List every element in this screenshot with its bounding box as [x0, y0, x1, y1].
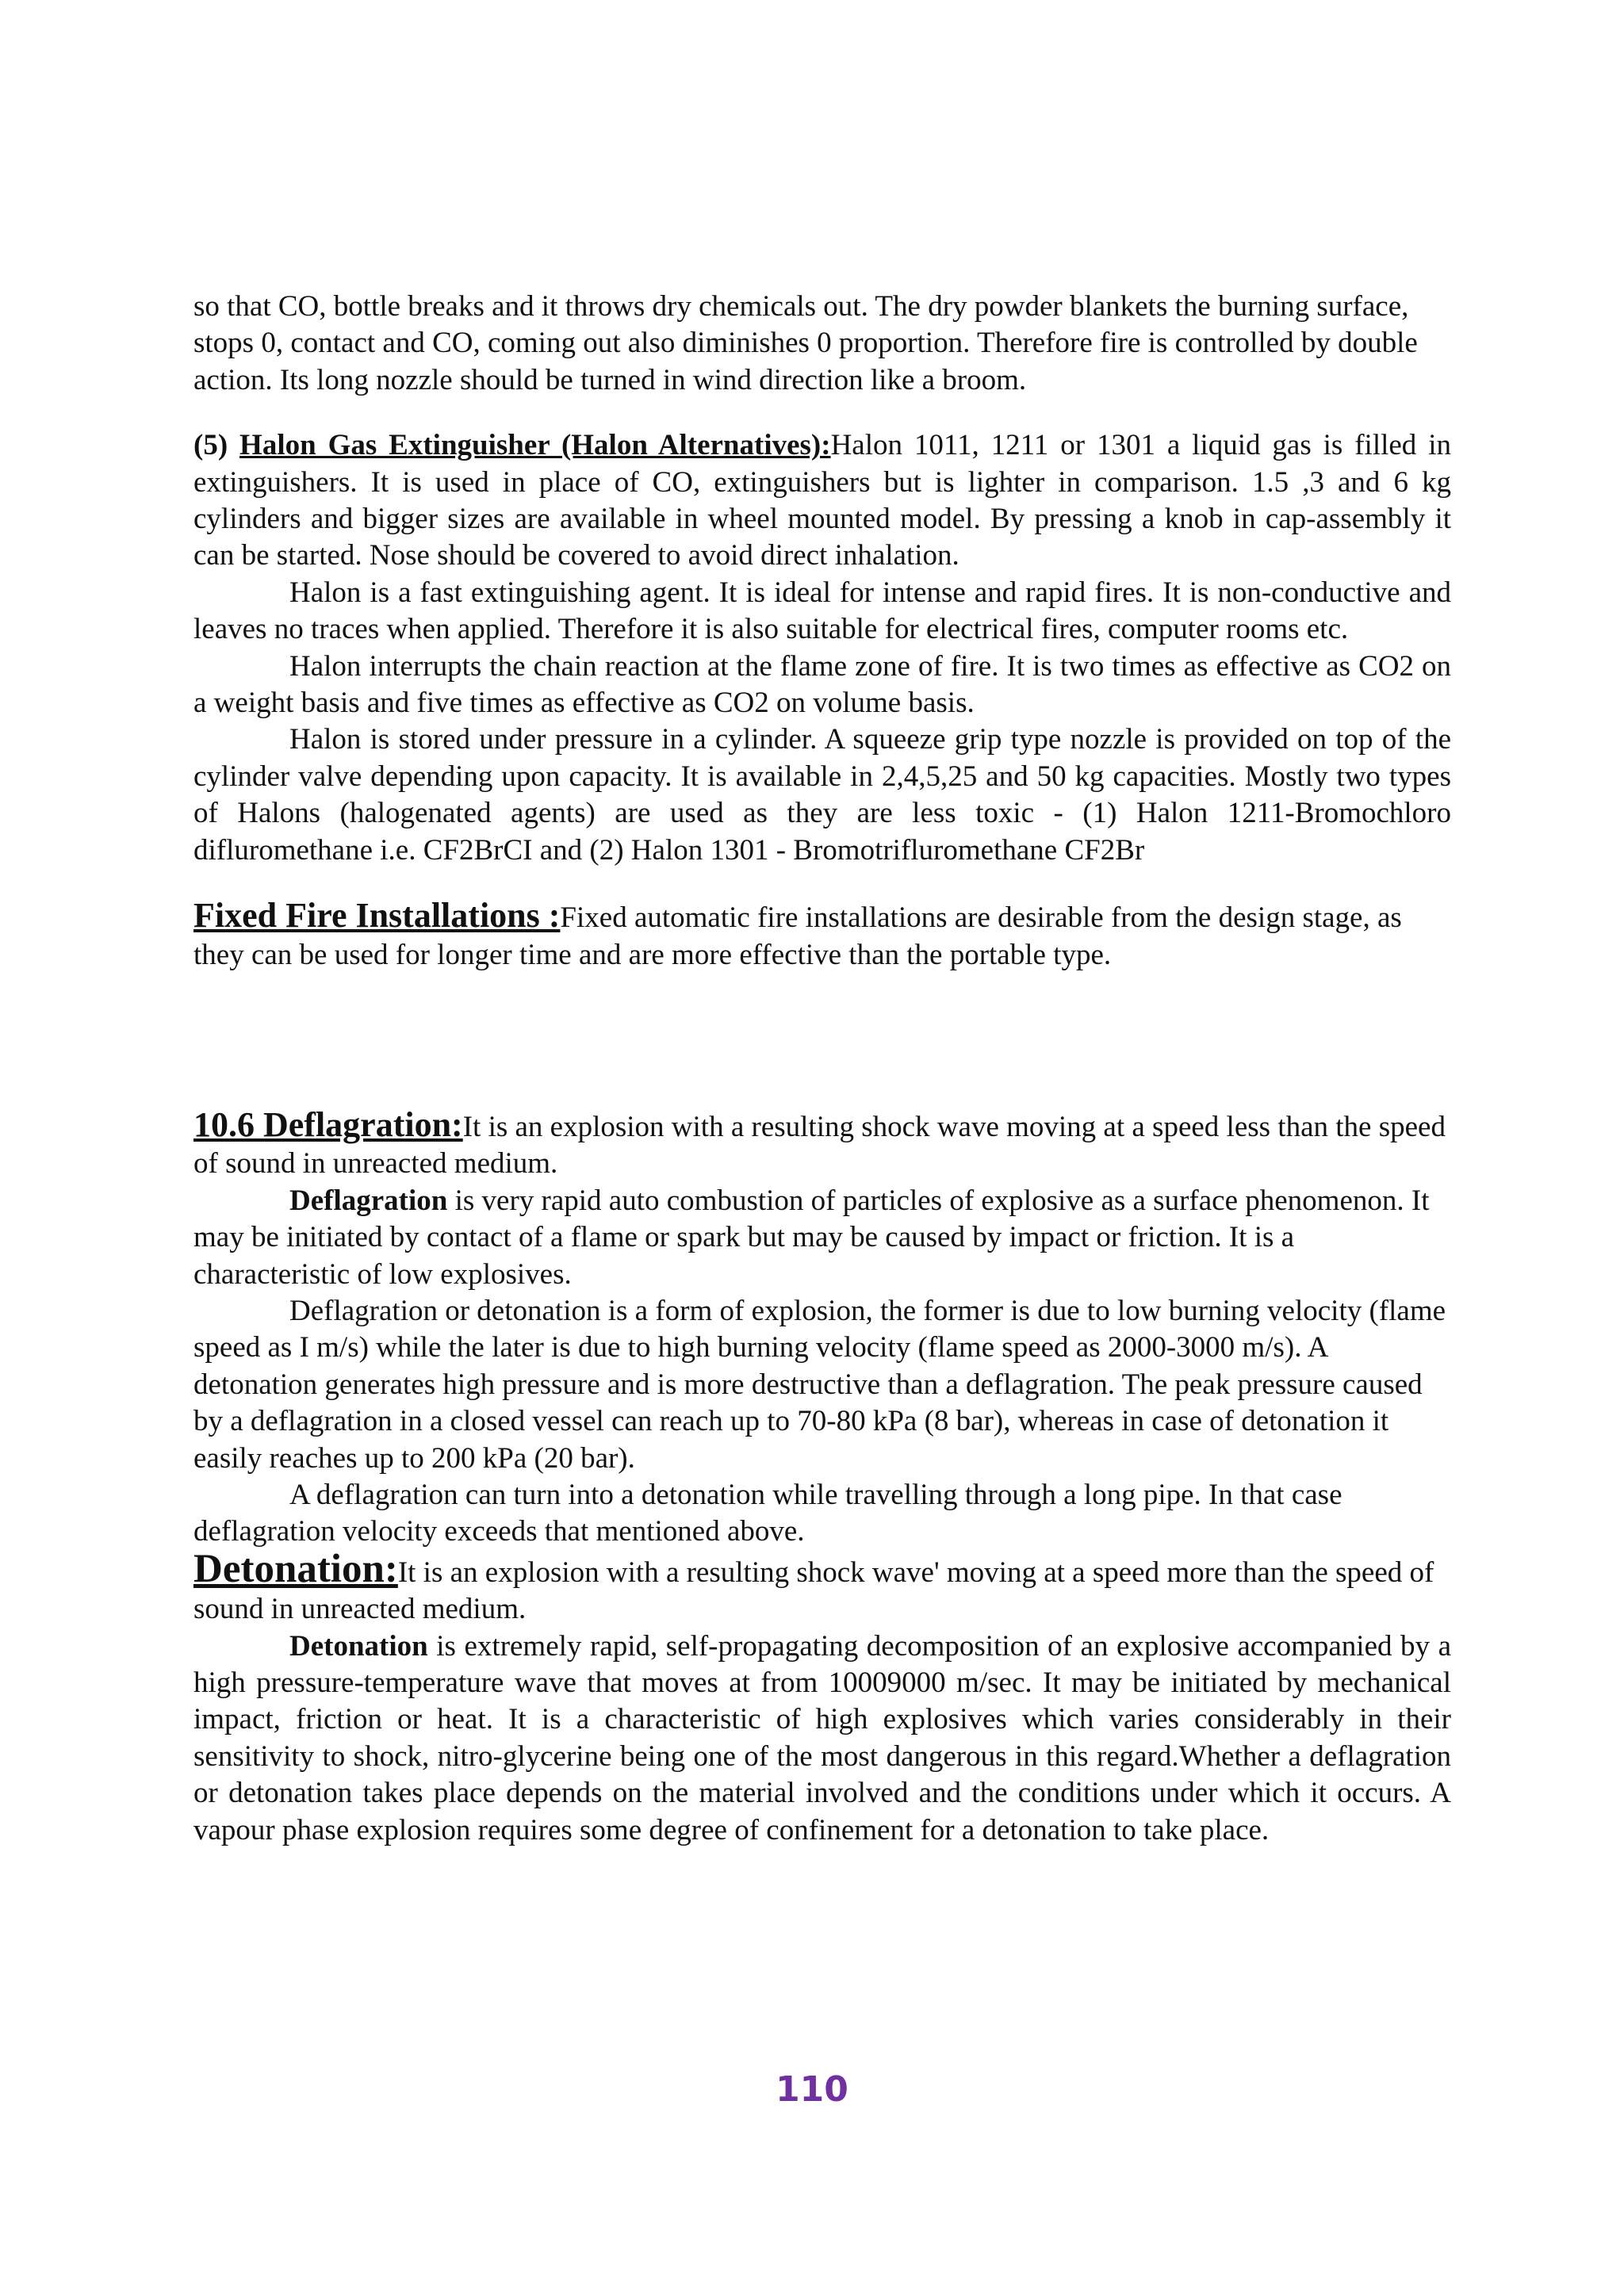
detonation-heading: Detonation:	[193, 1546, 398, 1591]
deflagration-intro-text: It is an explosion with a resulting shock wave moving at a speed less than the speed of sound in unreacted medium.	[193, 1110, 1446, 1181]
paragraph-deflagration-vs-detonation: Deflagration or detonation is a form of explosion, the former is due to low burning velocity (flame speed as I m/s) while the later is due to high burning velocity (flame speed as 2000-3000 m/s). A detonation generates high pressure and is more destructive than a deflagration. The peak pressure caused by a deflagration in a closed vessel can reach up to 70-80 kPa (8 bar), whereas in case of detonation it easily reaches up to 200 kPa (20 bar).	[193, 1294, 1446, 1475]
page-number: 110	[776, 2069, 848, 2110]
detonation-definition-text: is extremely rapid, self-propagating decomposition of an explosive accompanied by a high pressure-temperature wave that moves at from 10009000 m/sec. It may be initiated by mechanical impact, friction or heat. It is a characteristic of high explosives which varies considerably in their sensitivity to shock, nitro-glycerine being one of the most dangerous in this regard.Whether a deflagration or detonation takes place depends on the material involved and the conditions under which it occurs. A vapour phase explosion requires some degree of confinement for a detonation to take place.	[193, 1629, 1451, 1846]
halon-intro-text: Halon 1011, 1211 or 1301 a liquid gas is filled in extinguishers. It is used in place of CO, extinguishers but is lighter in comparison. 1.5 ,3 and 6 kg cylinders and bigger sizes are available in wheel mounted model. By pressing a knob in cap-assembly it can be started. Nose should be covered to avoid direct inhalation.	[193, 429, 1451, 572]
deflagration-heading: 10.6 Deflagration:	[193, 1104, 463, 1144]
page-body	[193, 289, 1451, 1849]
paragraph-halon-chain: Halon interrupts the chain reaction at the flame zone of fire. It is two times as effective as CO2 on a weight basis and five times as effective as CO2 on volume basis.	[193, 649, 1451, 720]
deflagration-term: Deflagration	[289, 1184, 448, 1217]
fixed-heading: Fixed Fire Installations :	[193, 896, 561, 936]
detonation-intro-text: It is an explosion with a resulting shock wave' moving at a speed more than the speed of sound in unreacted medium.	[193, 1556, 1434, 1626]
paragraph-deflagration-pipe: A deflagration can turn into a detonation while travelling through a long pipe. In that case deflagration velocity exceeds that mentioned above.	[193, 1478, 1342, 1548]
detonation-term: Detonation	[289, 1629, 428, 1663]
paragraph-fixed-installations	[193, 897, 1451, 974]
halon-number: (5)	[193, 429, 240, 462]
halon-heading: Halon Gas Extinguisher (Halon Alternatives):	[239, 429, 831, 462]
paragraph-deflagration-definition	[193, 1183, 1451, 1293]
paragraph-detonation-intro	[193, 1546, 1451, 1628]
fixed-text: Fixed automatic fire installations are desirable from the design stage, as they can be used for longer time and are more effective than the portable type.	[193, 901, 1402, 971]
paragraph-dry-powder: so that CO, bottle breaks and it throws dry chemicals out. The dry powder blankets the burning surface, stops 0, contact and CO, coming out also diminishes 0 proportion. Therefore fire is controlled by double action. Its long nozzle should be turned in wind direction like a broom.	[193, 290, 1418, 396]
deflagration-definition-text: is very rapid auto combustion of particles of explosive as a surface phenomenon. It may be initiated by contact of a flame or spark but may be caused by impact or friction. It is a characteristic of low explosives.	[193, 1184, 1430, 1291]
paragraph-halon-intro	[193, 427, 1451, 575]
paragraph-halon-storage: Halon is stored under pressure in a cylinder. A squeeze grip type nozzle is provided on top of the cylinder valve depending upon capacity. It is available in 2,4,5,25 and 50 kg capacities. Mostly two types of Halons (halogenated agents) are used as they are less toxic - (1) Halon 1211-Bromochloro difluromethane i.e. CF2BrCI and (2) Halon 1301 - Bromotrifluromethane CF2Br	[193, 723, 1451, 867]
paragraph-detonation-definition	[193, 1628, 1451, 1849]
paragraph-deflagration-intro	[193, 1104, 1451, 1183]
paragraph-halon-agent: Halon is a fast extinguishing agent. It is ideal for intense and rapid fires. It is non-conductive and leaves no traces when applied. Therefore it is also suitable for electrical fires, computer rooms etc.	[193, 576, 1451, 646]
